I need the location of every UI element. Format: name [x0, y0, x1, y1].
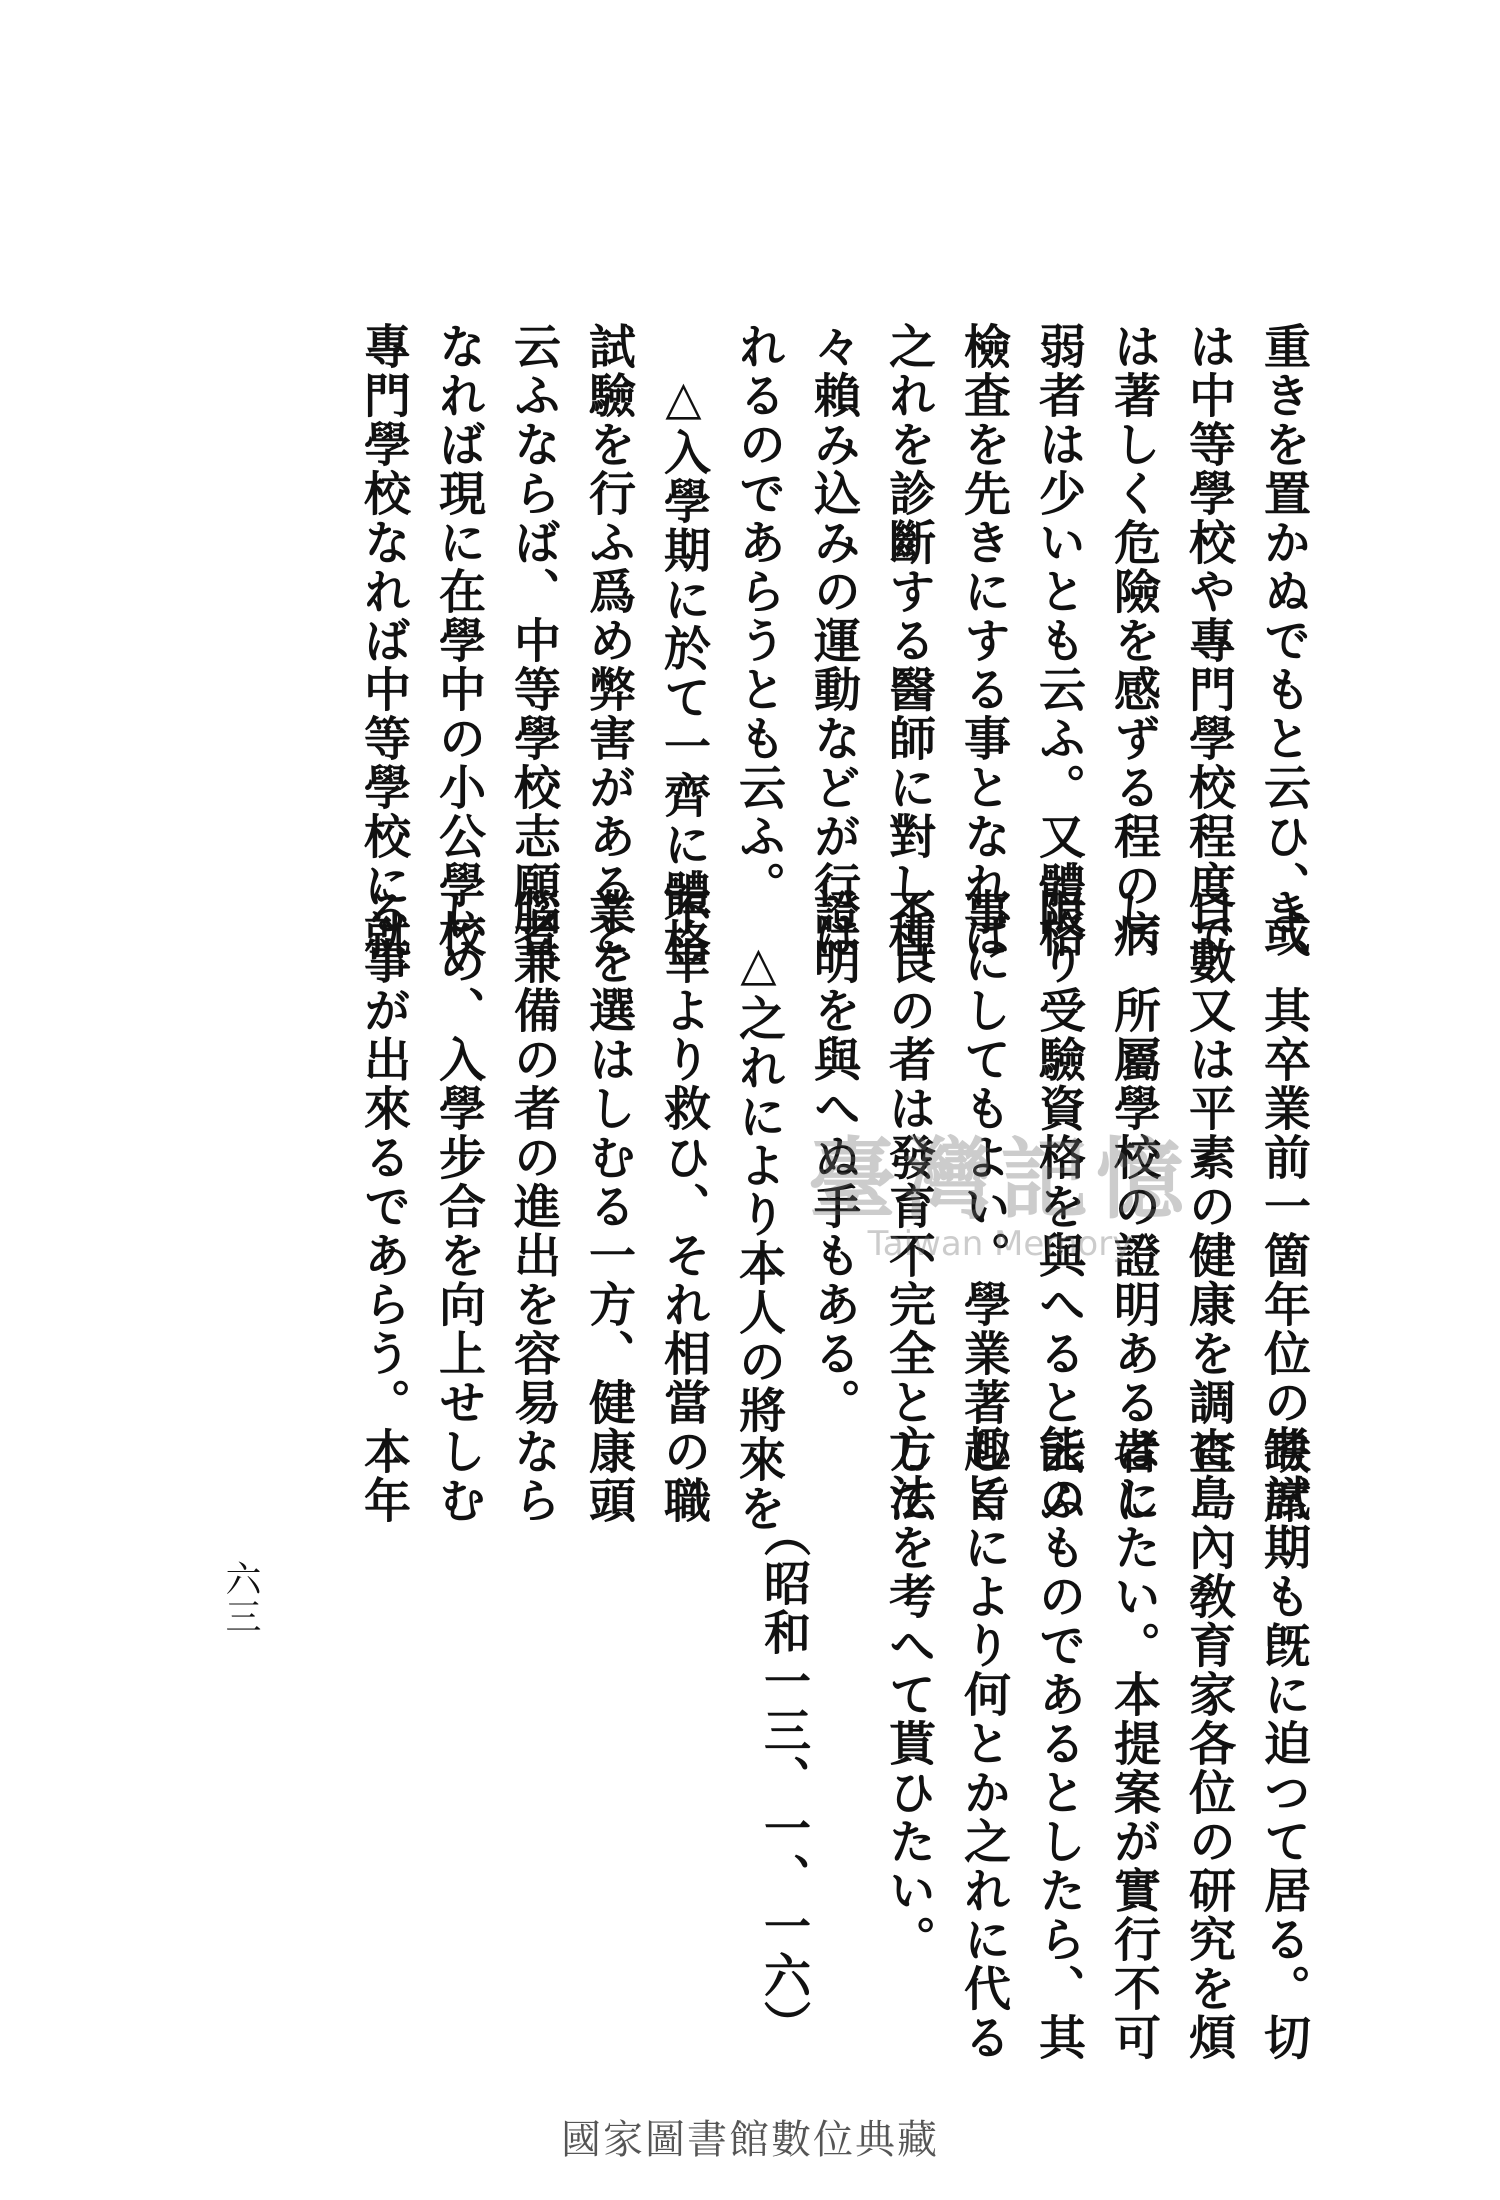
- text-column: し、所屬學校の證明ある者に: [1106, 888, 1161, 1525]
- text-column: 證明を與へぬ手もある。: [806, 888, 861, 1427]
- text-column: 腦兼備の者の進出を容易なら: [506, 888, 561, 1525]
- date-line: （昭和一三、一、一六）: [756, 1510, 811, 2049]
- text-column: は中等學校や專門學校程度で: [1181, 322, 1236, 959]
- text-column: 云ふならば、中等學校志願者: [506, 322, 561, 959]
- text-column: 日數又は平素の健康を調査: [1181, 888, 1236, 1476]
- text-column: 重きを置かぬでもと云ひ、或: [1256, 322, 1311, 959]
- text-column: △之れにより本人の將來を: [731, 888, 786, 1533]
- text-column: 不良の者は發育不完全として: [881, 888, 936, 1525]
- text-column: 限り受驗資格を與へると云ふ: [1031, 888, 1086, 1525]
- watermark-logo-text: 臺灣記憶: [807, 1127, 1192, 1231]
- text-column: は著しく危險を感ずる程の病: [1106, 322, 1161, 959]
- text-column: 趣旨により何とか之れに代る: [956, 1425, 1011, 2062]
- text-column: 業を選はしむる一方、健康頭: [581, 888, 636, 1525]
- text-column: △入學期に於て一齊に體格: [656, 322, 711, 967]
- text-column: 弱者は少いとも云ふ。又體格: [1031, 322, 1086, 959]
- footer-caption: 國家圖書館數位典藏: [561, 2117, 939, 2163]
- text-column: 事にしてもよい。學業著しく: [956, 888, 1011, 1525]
- text-column: に島內敎育家各位の研究を煩: [1181, 1425, 1236, 2062]
- text-column: なれば現に在學中の小公學校: [431, 322, 486, 959]
- text-column: 考試期も旣に迫つて居る。切: [1256, 1425, 1311, 2062]
- text-column: 々賴み込みの運動などが行は: [806, 322, 861, 959]
- text-column: き、其卒業前一箇年位の缺席: [1256, 888, 1311, 1525]
- text-column: 方法を考へて貰ひたい。: [881, 1425, 936, 1964]
- text-column: 能のものであるとしたら、其: [1031, 1425, 1086, 2062]
- text-column: 之れを診斷する醫師に對し種: [881, 322, 936, 959]
- watermark-logo-subtext: Taiwan Memory: [867, 1224, 1133, 1264]
- text-column: 專門學校なれば中等學校に就: [356, 322, 411, 959]
- text-column: る事が出來るであらう。本年: [356, 888, 411, 1525]
- text-column: 不幸より救ひ、それ相當の職: [656, 888, 711, 1525]
- text-column: 檢査を先きにする事となれば: [956, 322, 1011, 959]
- text-column: しめ、入學步合を向上せしむ: [431, 888, 486, 1525]
- text-column: はしたい。本提案が實行不可: [1106, 1425, 1161, 2062]
- text-column: れるのであらうとも云ふ。: [731, 322, 786, 910]
- text-column: 試驗を行ふ爲め弊害があると: [581, 322, 636, 959]
- page-number: 六三: [220, 1560, 261, 1636]
